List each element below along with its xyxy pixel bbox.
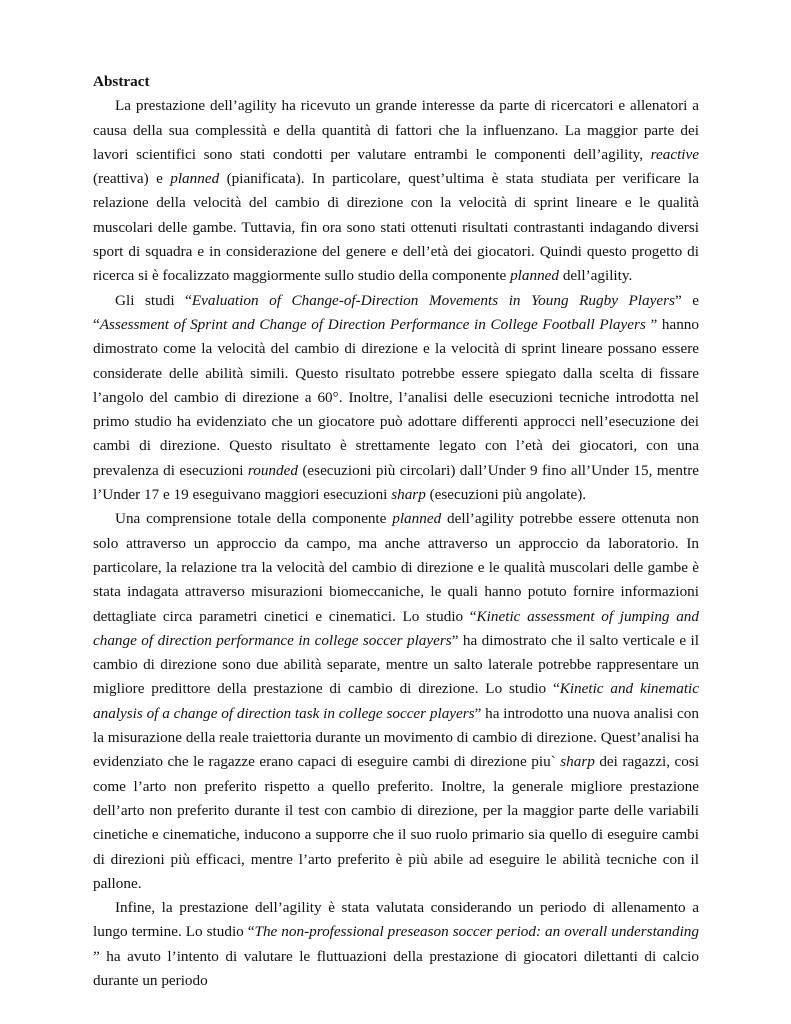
- text-run: dei ragazzi, cosi come l’arto non preferito rispetto a quello preferito. Inoltre, la generale migliore prestazione dell’arto non preferito durante il test con cambio di direzione, per la maggior parte delle variabili cinetiche e cinematiche, inducono a supporre che il suo ruolo primario sia quello di eseguire cambi di direzioni più efficaci, mentre l’arto preferito è più abile ad eseguire le abilità tecniche con il pallone.: [93, 753, 699, 892]
- paragraph-4: [93, 896, 699, 993]
- italic-text-run: The non-professional preseason soccer period: an overall understanding: [254, 923, 699, 941]
- text-run: ” ha avuto l’intento di valutare le fluttuazioni della prestazione di giocatori dilettanti di calcio durante un periodo: [93, 947, 699, 989]
- italic-text-run: reactive: [650, 145, 699, 163]
- text-run: (reattiva) e: [93, 170, 171, 188]
- text-run: (esecuzioni più angolate).: [425, 486, 587, 504]
- paragraph-3: [93, 507, 699, 896]
- text-run: ” ha introdotto una nuova analisi con la misurazione della reale traiettoria durante un movimento di cambio di direzione. Quest’analisi ha evidenziato che le ragazze erano capaci di eseguire cambi di direzione piu`: [93, 704, 699, 771]
- italic-text-run: planned: [392, 510, 442, 528]
- text-run: La prestazione dell’agility ha ricevuto un grande interesse da parte di ricercatori e allenatori a causa della sua complessità e della quantità di fattori che la influenzano. La maggior parte dei lavori scientifici sono stati condotti per valutare entrambi le componenti dell’agility,: [93, 97, 699, 163]
- text-run: (pianificata). In particolare, quest’ultima è stata studiata per verificare la relazione della velocità del cambio di direzione con la velocità di sprint lineare e le qualità muscolari delle gambe. Tuttavia, fin ora sono stati ottenuti risultati contrastanti indagando diversi sport di squadra e in considerazione del genere e dell’età dei giocatori. Quindi questo progetto di ricerca si è focalizzato maggiormente sullo studio della componente: [93, 170, 699, 285]
- text-run: dell’agility.: [559, 267, 633, 285]
- italic-text-run: Kinetic and kinematic analysis of a change of direction task in college soccer players: [93, 680, 700, 722]
- text-run: ” ha dimostrato che il salto verticale e il cambio di direzione sono due abilità separate, mentre un salto laterale potrebbe rappresentare un migliore predittore della prestazione di cambio di direzione. Lo studio “: [93, 631, 699, 698]
- italic-text-run: Kinetic assessment of jumping and change of direction performance in college soccer players: [93, 607, 699, 649]
- italic-text-run: sharp: [391, 486, 426, 504]
- paragraph-1: [93, 94, 699, 288]
- italic-text-run: Assessment of Sprint and Change of Direction Performance in College Football Players: [99, 315, 646, 333]
- text-run: dell’agility potrebbe essere ottenuta non solo attraverso un approccio da campo, ma anche attraverso un approccio da laboratorio. In particolare, la relazione tra la velocità del cambio di direzione e le qualità muscolari delle gambe è stata indagata attraverso misurazioni biomeccaniche, le quali hanno potuto fornire informazioni dettagliate circa parametri cinetici e cinematici. Lo studio “: [93, 510, 700, 625]
- document-page: [93, 70, 699, 993]
- text-run: ” e “: [93, 291, 700, 333]
- text-run: Una comprensione totale della componente: [115, 510, 393, 528]
- italic-text-run: planned: [510, 267, 560, 285]
- italic-text-run: Evaluation of Change-of-Direction Movements in Young Rugby Players: [191, 291, 675, 309]
- text-run: ” hanno dimostrato come la velocità del cambio di direzione e la velocità di sprint lineare possano essere considerate delle abilità simili. Questo risultato potrebbe essere spiegato dalla scelta di fissare l’angolo del cambio di direzione a 60°. Inoltre, l’analisi delle esecuzioni tecniche introdotta nel primo studio ha evidenziato che un giocatore può adottare differenti approcci nell’esecuzione dei cambi di direzione. Questo risultato è strettamente legato con l’età dei giocatori, con una prevalenza di esecuzioni: [93, 315, 699, 479]
- paragraph-2: [93, 289, 699, 508]
- italic-text-run: planned: [170, 170, 220, 188]
- abstract-heading: Abstract: [93, 73, 150, 90]
- italic-text-run: sharp: [560, 753, 595, 771]
- italic-text-run: rounded: [247, 461, 298, 479]
- text-run: Gli studi “: [115, 291, 192, 309]
- text-run: Infine, la prestazione dell’agility è stata valutata considerando un periodo di allenamento a lungo termine. Lo studio “: [93, 899, 699, 941]
- text-run: (esecuzioni più circolari) dall’Under 9 fino all’Under 15, mentre l’Under 17 e 19 eseguivano maggiori esecuzioni: [93, 461, 699, 504]
